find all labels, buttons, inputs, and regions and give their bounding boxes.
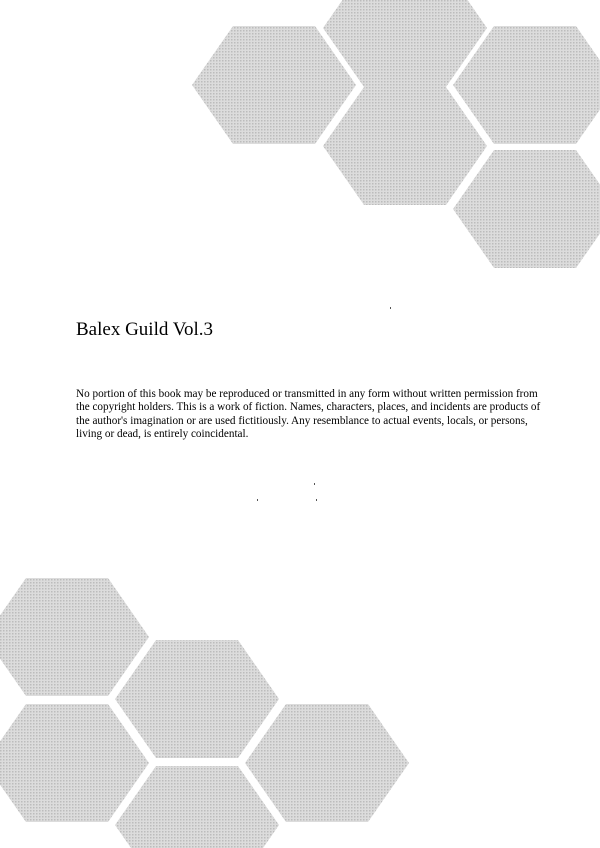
copyright-notice: No portion of this book may be reproduced or transmitted in any form without written permission from the copyright holders. This is a work of fiction. Names, characters, places, and incidents are products of the author's imagination or are used fictitiously. Any resemblance to actual events, locals, or persons, living or dead, is entirely coincidental. <box>76 388 541 441</box>
scan-speck <box>390 307 391 309</box>
book-title: Balex Guild Vol.3 <box>76 319 214 340</box>
bottom-hexagon-cluster <box>0 578 409 848</box>
hexagon-shape <box>453 150 600 268</box>
hexagon-shape <box>192 26 356 144</box>
hexagon-shape <box>323 87 487 205</box>
hexagon-shape <box>115 766 279 848</box>
top-hexagon-cluster <box>192 0 600 268</box>
hexagon-shape <box>245 704 409 822</box>
hexagon-shape <box>115 640 279 758</box>
hexagon-shape <box>0 704 149 822</box>
scan-speck <box>316 499 317 501</box>
scan-speck <box>257 499 258 501</box>
hexagon-shape <box>0 578 149 696</box>
scan-speck <box>314 483 315 485</box>
